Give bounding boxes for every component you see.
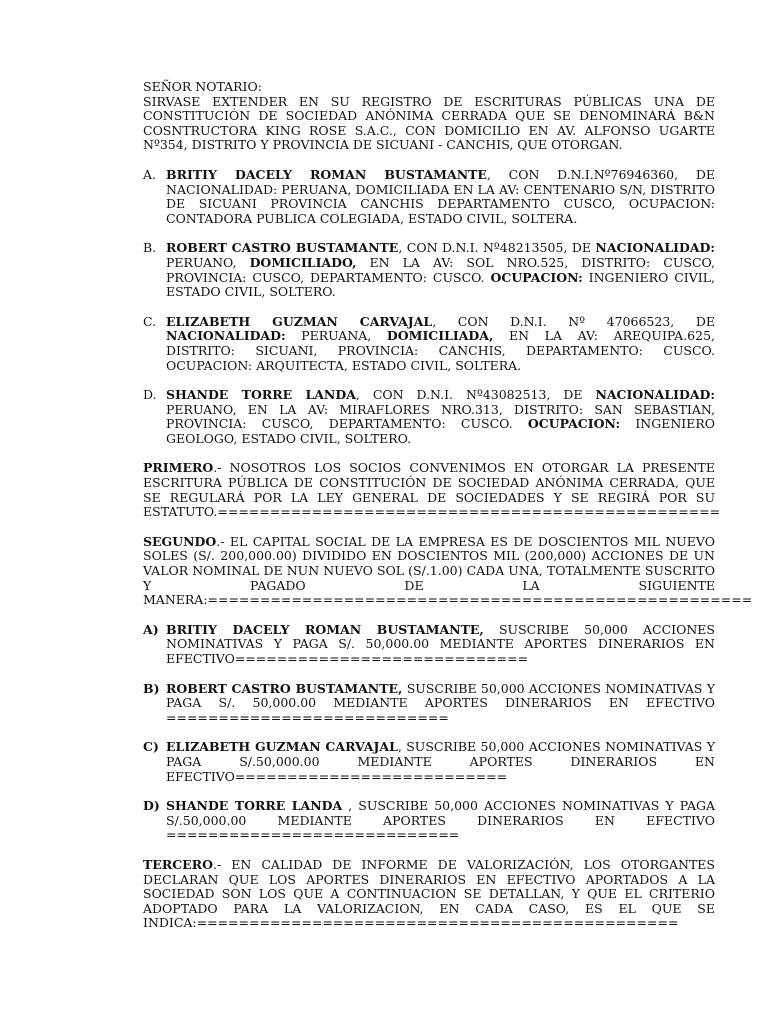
clause-heading: SEGUNDO	[143, 533, 217, 549]
party-details: PERUANA,	[285, 328, 387, 344]
document-page	[143, 79, 753, 946]
subscriber-name: BRITIY DACELY ROMAN BUSTAMANTE,	[166, 621, 484, 637]
intro-paragraph: SIRVASE EXTENDER EN SU REGISTRO DE ESCRITURAS PÚBLICAS UNA DE CONSTITUCIÓN DE SOCIEDAD ANÓNIMA CERRADA QUE SE DENOMINARÁ B&N COSNTRUCTORA KING ROSE S.A.C., CON DOMICILIO EN AV. ALFONSO UGARTE Nº354, DISTRITO Y PROVINCIA DE SICUANI - CANCHIS, QUE OTORGAN.	[143, 93, 715, 153]
nationality-label: NACIONALIDAD:	[595, 387, 715, 403]
subscription-text: SUSCRIBE 50,000 ACCIONES NOMINATIVAS Y PAGA S/. 50,000.00 MEDIANTE APORTES DINERARIOS EN EFECTIVO ===========================	[166, 680, 715, 725]
party-details: INGENIERO GEOLOGO, ESTADO CIVIL, SOLTERO.	[166, 416, 715, 446]
nationality-label: NACIONALIDAD:	[595, 240, 715, 256]
subscription-text: , SUSCRIBE 50,000 ACCIONES NOMINATIVAS Y PAGA S/.50,000.00 MEDIANTE APORTES DINERARIOS EN EFECTIVO==========================	[166, 739, 715, 784]
subscription-c	[143, 740, 715, 784]
document-header	[143, 80, 715, 153]
domicile-label: DOMICILIADO,	[249, 254, 357, 270]
party-details: PERUANO, EN LA AV: MIRAFLORES NRO.313, DISTRITO: SAN SEBASTIAN, PROVINCIA: CUSCO, DEPARTAMENTO: CUSCO.	[166, 401, 715, 432]
subscription-b	[143, 682, 715, 726]
subscription-text: , SUSCRIBE 50,000 ACCIONES NOMINATIVAS Y PAGA S/.50,000.00 MEDIANTE APORTES DINERARIOS EN EFECTIVO ============================	[166, 798, 715, 843]
subscription-label: C)	[143, 739, 159, 755]
party-label: A.	[143, 166, 157, 182]
party-details: , CON D.N.I. Nº 47066523, DE	[432, 313, 715, 329]
party-label: B.	[143, 240, 157, 256]
party-details: , CON D.N.I. Nº43082513, DE	[355, 387, 596, 403]
subscription-label: D)	[143, 798, 160, 814]
party-details: INGENIERO CIVIL, ESTADO CIVIL, SOLTERO.	[166, 269, 715, 300]
party-a	[143, 168, 715, 226]
subscription-a	[143, 623, 715, 667]
clause-segundo	[143, 533, 753, 608]
clause-text: .- EL CAPITAL SOCIAL DE LA EMPRESA ES DE DOSCIENTOS MIL NUEVO SOLES (S/. 200,000.00) DIVIDIDO EN DOSCIENTOS MIL (200,000) ACCIONES DE UN VALOR NOMINAL DE NUN NUEVO SOL (S/.1.00) CADA UNA, TOTALMENTE SUSCRITO Y PAGADO DE LA SIGUIENTE MANERA:====================================================	[143, 533, 753, 608]
party-name: BRITIY DACELY ROMAN BUSTAMANTE	[166, 166, 487, 182]
clause-text: .- EN CALIDAD DE INFORME DE VALORIZACIÓN, LOS OTORGANTES DECLARAN QUE LOS APORTES DINERARIOS EN EFECTIVO APORTADOS A LA SOCIEDAD SON LOS QUE A CONTINUACION SE DETALLAN, Y QUE EL CRITERIO ADOPTADO PARA LA VALORIZACION, EN CADA CASO, ES EL QUE SE INDICA:==============================================	[143, 856, 715, 931]
subscription-text: SUSCRIBE 50,000 ACCIONES NOMINATIVAS Y PAGA S/. 50,000.00 MEDIANTE APORTES DINERARIOS EN EFECTIVO============================	[166, 621, 715, 666]
party-b	[143, 241, 715, 299]
salutation: SEÑOR NOTARIO:	[143, 79, 262, 94]
clause-heading: PRIMERO	[143, 460, 214, 476]
subscriber-name: ROBERT CASTRO BUSTAMANTE,	[166, 680, 403, 696]
occupation-label: OCUPACION:	[490, 269, 583, 285]
domicile-label: DOMICILIADA,	[386, 328, 494, 344]
clause-heading: TERCERO	[143, 856, 213, 872]
clause-text: .- NOSOTROS LOS SOCIOS CONVENIMOS EN OTORGAR LA PRESENTE ESCRITURA PÚBLICA DE CONSTITUCIÓN DE SOCIEDAD ANÓNIMA CERRADA, QUE SE REGULARÁ POR LA LEY GENERAL DE SOCIEDADES Y SE REGIRÁ POR SU ESTATUTO.================================================	[143, 460, 721, 520]
subscription-label: B)	[143, 680, 160, 696]
party-c	[143, 315, 715, 373]
subscription-label: A)	[143, 621, 159, 637]
party-name: ELIZABETH GUZMAN CARVAJAL	[166, 313, 433, 329]
clause-tercero	[143, 858, 715, 931]
subscriber-name: ELIZABETH GUZMAN CARVAJAL	[166, 739, 398, 755]
clause-primero	[143, 460, 721, 520]
party-d	[143, 388, 715, 446]
subscription-d	[143, 799, 715, 843]
party-name: SHANDE TORRE LANDA	[166, 387, 356, 403]
party-details: , CON D.N.I. Nº48213505, DE	[398, 240, 596, 256]
party-label: D.	[143, 387, 157, 403]
party-details: EN LA AV: AREQUIPA.625, DISTRITO: SICUANI, PROVINCIA: CANCHIS, DEPARTAMENTO: CUSCO. OCUPACION: ARQUITECTA, ESTADO CIVIL, SOLTERA.	[166, 328, 715, 373]
party-label: C.	[143, 313, 157, 329]
party-details: PERUANO,	[166, 254, 250, 270]
occupation-label: OCUPACION:	[527, 416, 621, 432]
subscriber-name: SHANDE TORRE LANDA	[166, 798, 343, 814]
nationality-label: NACIONALIDAD:	[166, 328, 286, 344]
party-details: , CON D.N.I.Nº76946360, DE NACIONALIDAD: PERUANA, DOMICILIADA EN LA AV: CENTENARIO S/N, DISTRITO DE SICUANI PROVINCIA CANCHIS DEPARTAMENTO CUSCO, OCUPACION: CONTADORA PUBLICA COLEGIADA, ESTADO CIVIL, SOLTERA.	[166, 166, 715, 226]
party-name: ROBERT CASTRO BUSTAMANTE	[166, 240, 399, 256]
party-details: EN LA AV: SOL NRO.525, DISTRITO: CUSCO, PROVINCIA: CUSCO, DEPARTAMENTO: CUSCO.	[166, 254, 716, 285]
